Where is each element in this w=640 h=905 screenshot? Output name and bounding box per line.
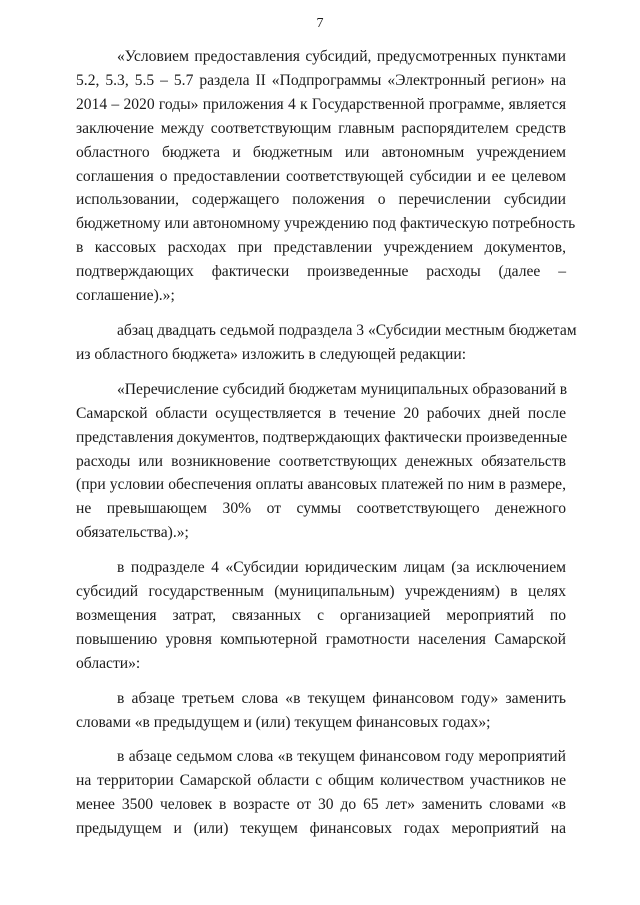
text-line: не превышающем 30% от суммы соответствующего денежного <box>76 500 566 518</box>
paragraph <box>76 378 566 545</box>
text-line: из областного бюджета» изложить в следующей редакции: <box>76 345 467 363</box>
text-line: Самарской области осуществляется в течение 20 рабочих дней после <box>76 404 566 422</box>
text-line: в абзаце третьем слова «в текущем финансовом году» заменить <box>117 689 566 707</box>
text-line: расходы или возникновение соответствующих денежных обязательств <box>76 452 566 470</box>
text-line: представления документов, подтверждающих фактически произведенные <box>76 428 568 446</box>
document-body <box>76 45 577 852</box>
paragraph <box>76 556 566 676</box>
text-line: абзац двадцать седьмой подраздела 3 «Субсидии местным бюджетам <box>117 321 577 339</box>
text-line: субсидий государственным (муниципальным) учреждениям) в целях <box>76 583 566 601</box>
text-line: в кассовых расходах при представлении учреждением документов, <box>76 239 566 257</box>
text-line: соглашение).»; <box>76 287 175 305</box>
paragraph <box>76 45 576 308</box>
text-line: в абзаце седьмом слова «в текущем финансовом году мероприятий <box>117 748 566 766</box>
text-line: областного бюджета и бюджетным или автономным учреждением <box>76 143 566 161</box>
text-line: обязательства).»; <box>76 524 189 542</box>
page-number: 7 <box>316 16 324 31</box>
paragraph <box>76 319 577 367</box>
text-line: словами «в предыдущем и (или) текущем финансовых годах»; <box>76 713 491 731</box>
text-line: использовании, содержащего положения о перечислении субсидии <box>76 191 566 209</box>
text-line: повышению уровня компьютерной грамотности населения Самарской <box>76 630 566 648</box>
text-line: «Условием предоставления субсидий, предусмотренных пунктами <box>117 48 566 65</box>
text-line: соглашения о предоставлении соответствующей субсидии и ее целевом <box>76 167 566 185</box>
text-line: на территории Самарской области с общим количеством участников не <box>76 772 566 790</box>
text-line: возмещения затрат, связанных с организацией мероприятий по <box>76 606 566 624</box>
text-line: подтверждающих фактически произведенные расходы (далее – <box>76 263 566 281</box>
text-line: бюджетному или автономному учреждению под фактическую потребность <box>76 215 576 233</box>
text-line: (при условии обеспечения оплаты авансовых платежей по ним в размере, <box>76 476 566 494</box>
text-line: 5.2, 5.3, 5.5 – 5.7 раздела II «Подпрограммы «Электронный регион» на <box>76 71 566 89</box>
text-line: предыдущем и (или) текущем финансовых годах мероприятий на <box>76 820 566 838</box>
text-line: «Перечисление субсидий бюджетам муниципальных образований в <box>117 380 568 398</box>
paragraph <box>76 687 566 735</box>
text-line: менее 3500 человек в возрасте от 30 до 65 лет» заменить словами «в <box>76 796 566 814</box>
text-line: 2014 – 2020 годы» приложения 4 к Государственной программе, является <box>76 95 566 113</box>
text-line: заключение между соответствующим главным распорядителем средств <box>76 119 566 137</box>
paragraph <box>76 745 566 841</box>
text-line: области»: <box>76 654 141 672</box>
text-line: в подразделе 4 «Субсидии юридическим лицам (за исключением <box>117 559 566 577</box>
